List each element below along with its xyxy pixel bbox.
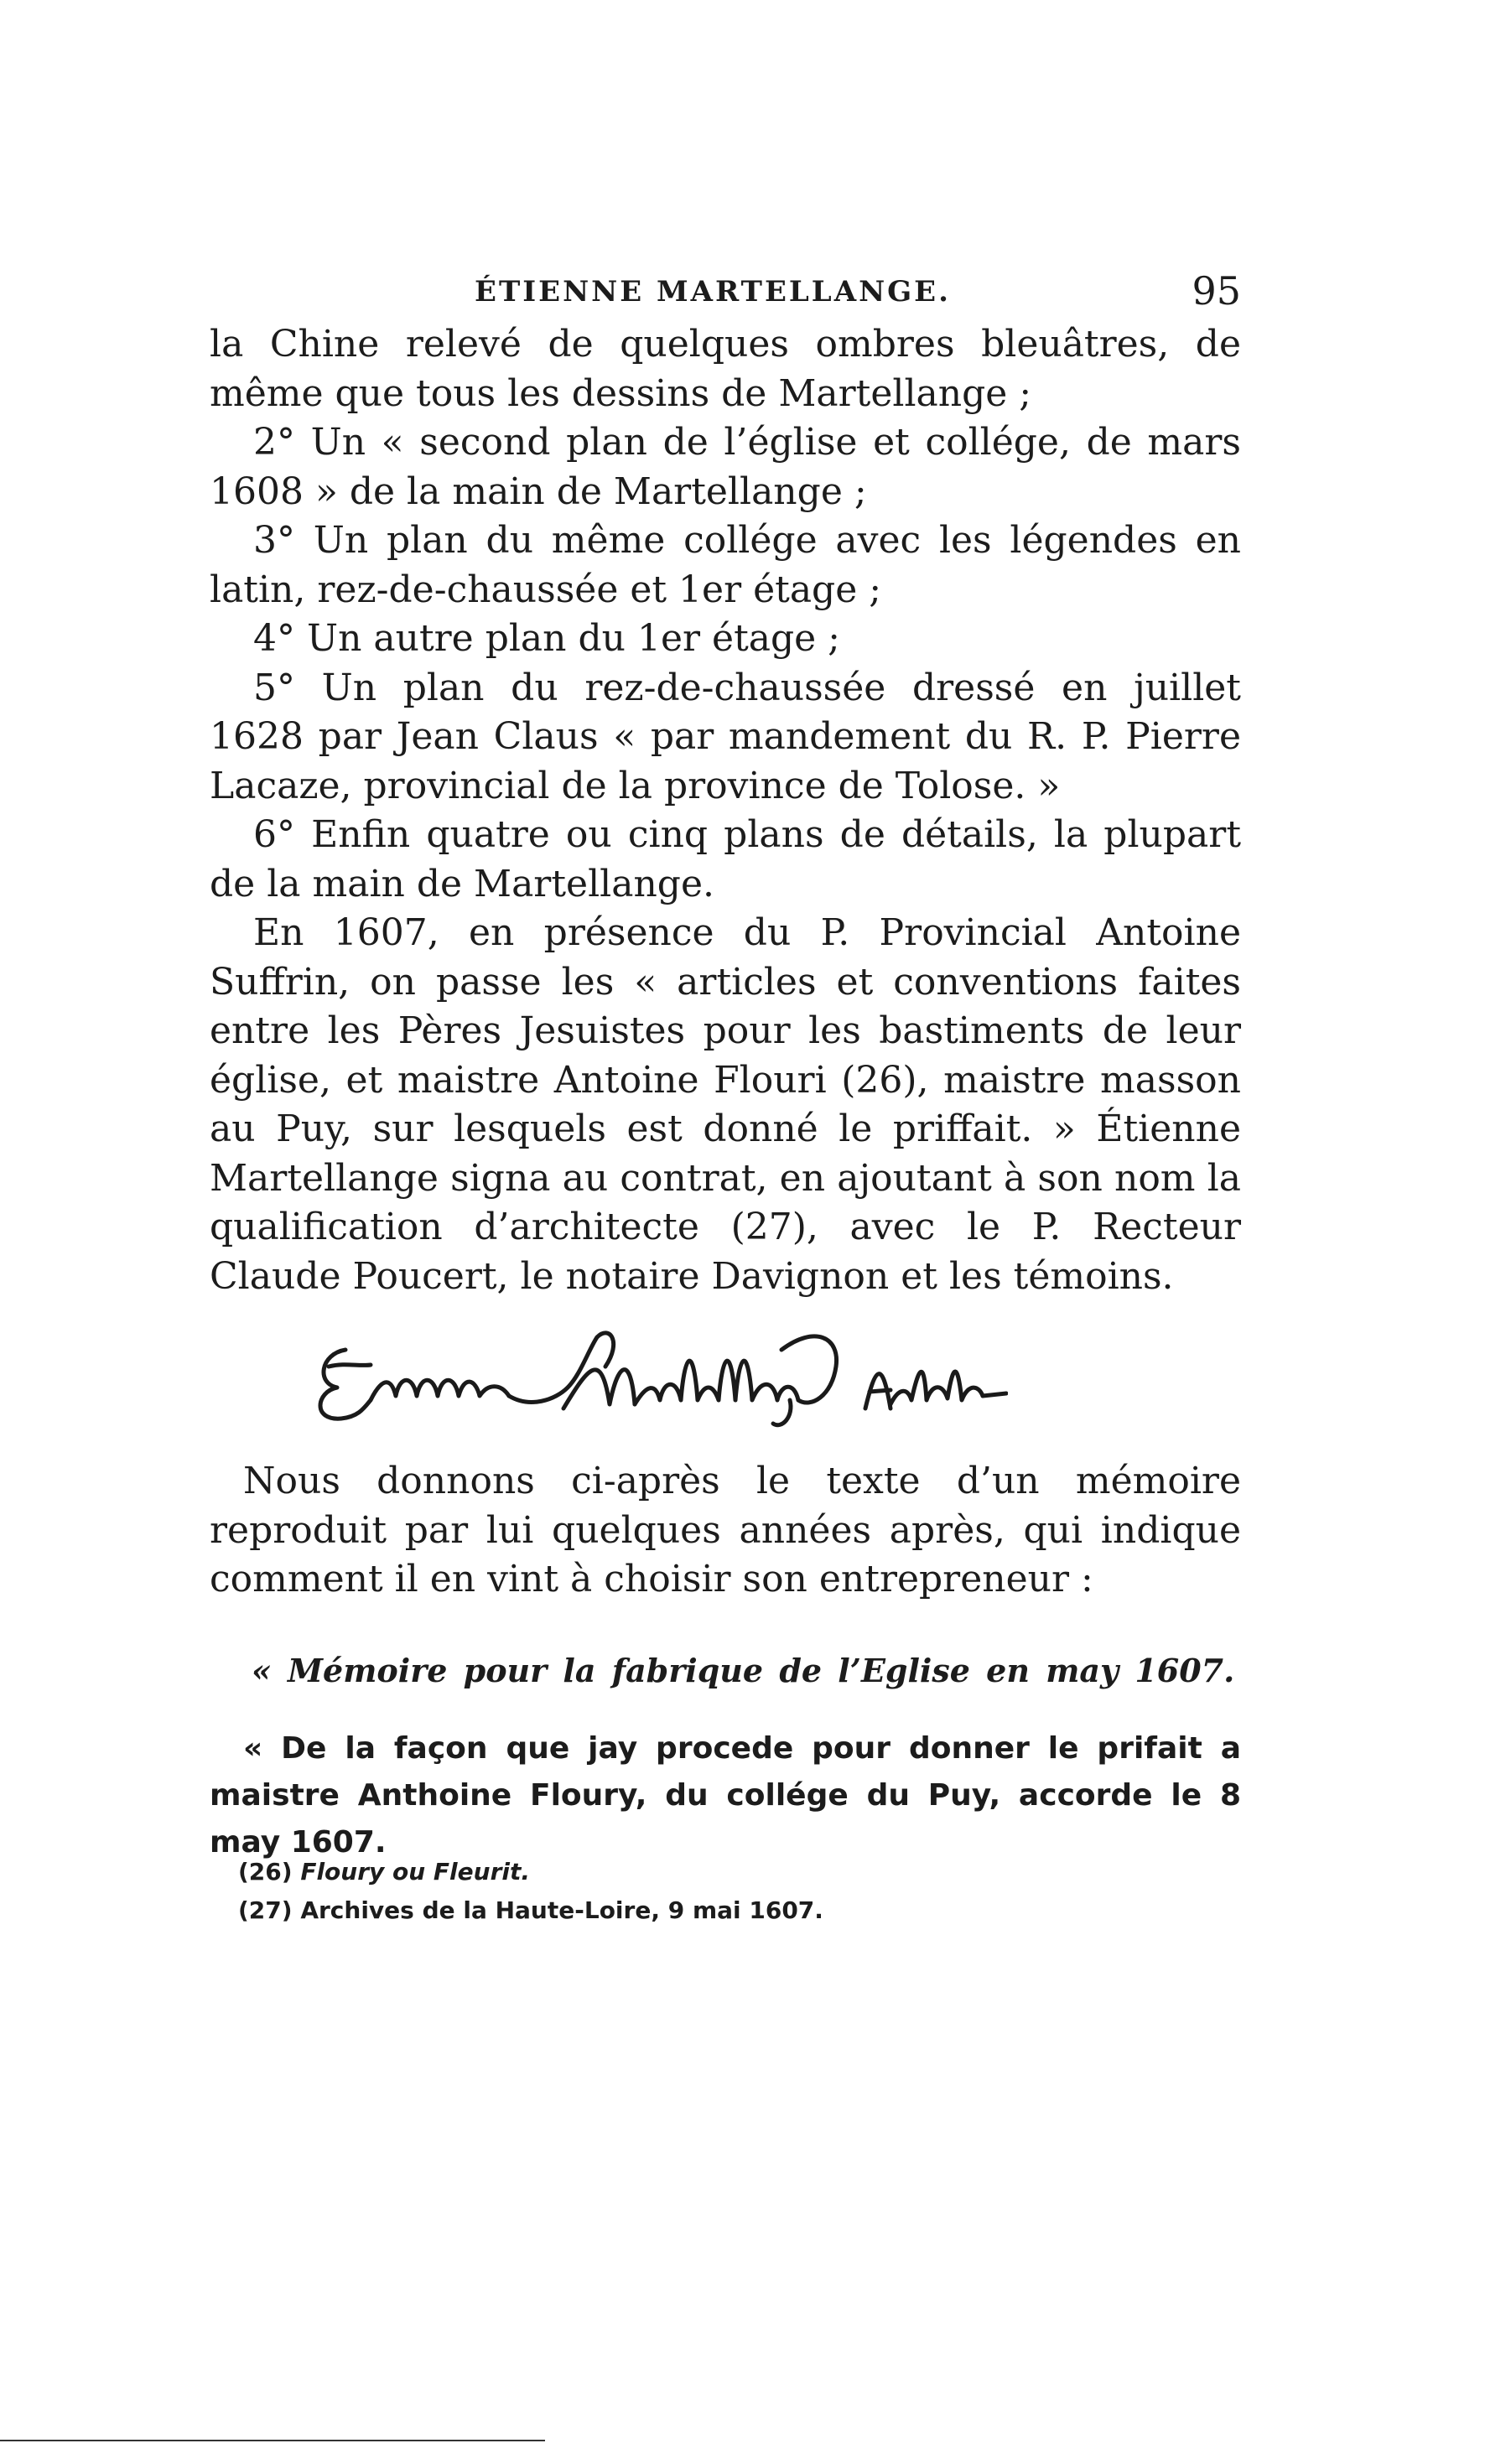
paragraph: 4° Un autre plan du 1er étage ;: [253, 617, 841, 660]
scan-edge-rule: [0, 2440, 545, 2441]
page-number: 95: [1192, 268, 1241, 314]
footnote: [238, 1891, 1241, 1930]
signature-drawing: [312, 1316, 1008, 1434]
quote-paragraph: « De la façon que jay procede pour donner le prifait a maistre Anthoine Floury, du collége du Puy, accorde le 8 may 1607.: [210, 1731, 1241, 1860]
paragraph: 3° Un plan du même collége avec les légendes en latin, rez-de-chaussée et 1er étage ;: [210, 519, 1241, 611]
paragraph: Nous donnons ci-après le texte d’un mémoire reproduit par lui quelques années après, qui indique comment il en vint à choisir son entrepreneur :: [210, 1460, 1241, 1600]
paragraph: 6° Enfin quatre ou cinq plans de détails, la plupart de la main de Martellange.: [210, 813, 1241, 905]
page-header: [210, 268, 1241, 319]
memoire-title: « Mémoire pour la fabrique de l’Eglise en may 1607.: [252, 1652, 1235, 1689]
footnotes: [238, 1853, 1241, 1930]
footnote-text: Floury ou Fleurit.: [300, 1858, 531, 1886]
paragraph: En 1607, en présence du P. Provincial Antoine Suffrin, on passe les « articles et conventions faites entre les Pères Jesuistes pour les bastiments de leur église, et maistre Antoine Flouri (26), maistre masson au Puy, sur lesquels est donné le priffait. » Étienne Martellange signa au contrat, en ajoutant à son nom la qualification d’architecte (27), avec le P. Recteur Claude Poucert, le notaire Davignon et les témoins.: [210, 911, 1241, 1298]
paragraph: la Chine relevé de quelques ombres bleuâtres, de même que tous les dessins de Martellange ;: [210, 323, 1241, 415]
paragraph: 5° Un plan du rez-de-chaussée dressé en juillet 1628 par Jean Claus « par mandement du R. P. Pierre Lacaze, provincial de la province de Tolose. »: [210, 666, 1241, 807]
footnote-text: Archives de la Haute-Loire, 9 mai 1607.: [300, 1896, 823, 1924]
memoire-quote: [210, 1725, 1241, 1866]
footnote-ref: (27): [238, 1896, 293, 1924]
handwritten-signature: [312, 1316, 1008, 1434]
paragraph: 2° Un « second plan de l’église et collége, de mars 1608 » de la main de Martellange ;: [210, 421, 1241, 513]
footnote: [238, 1853, 1241, 1891]
footnote-ref: (26): [238, 1858, 293, 1886]
main-text-continued: [210, 1457, 1241, 1605]
main-text: [210, 320, 1241, 1301]
running-title: ÉTIENNE MARTELLANGE.: [475, 275, 951, 309]
